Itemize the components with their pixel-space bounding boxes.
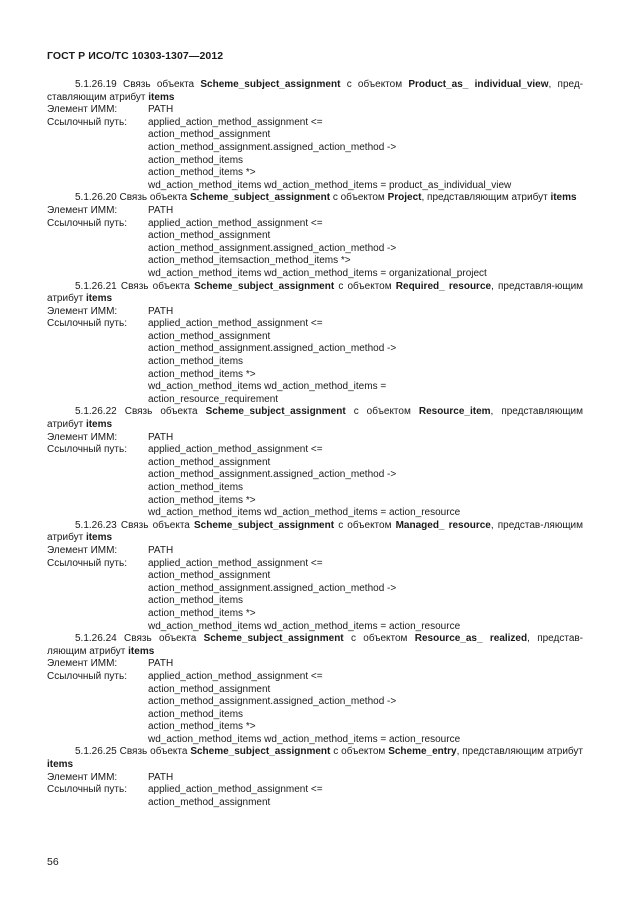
element-value: PATH (148, 204, 174, 216)
element-label: Элемент ИММ: (47, 658, 118, 670)
heading-text: , представляющим атрибут (456, 746, 583, 758)
element-label: Элемент ИММ: (47, 204, 118, 216)
path-line: wd_action_method_items wd_action_method_items = organizational_project (148, 267, 487, 279)
target-entity: Product_as_ individual_view (408, 79, 549, 90)
path-line: action_method_assignment.assigned_action_method -> (148, 696, 397, 708)
element-value: PATH (148, 544, 174, 556)
element-label: Элемент ИММ: (47, 104, 118, 116)
path-line: applied_action_method_assignment <= (148, 444, 323, 456)
path-row (47, 558, 583, 571)
path-line: applied_action_method_assignment <= (148, 116, 323, 128)
attribute-name: items (128, 645, 155, 657)
attribute-name: items (47, 759, 74, 771)
path-line: action_method_assignment (148, 230, 271, 242)
path-line: action_method_assignment (148, 129, 271, 141)
heading-text: с объектом (332, 192, 385, 204)
path-label: Ссылочный путь: (47, 116, 127, 128)
element-value: PATH (148, 104, 174, 116)
heading-text: с объектом (338, 280, 392, 292)
path-label: Ссылочный путь: (47, 444, 127, 456)
section-5-1-26-19 (47, 79, 583, 192)
path-row (47, 218, 583, 231)
section-number: 5.1.26.21 (75, 280, 117, 292)
path-line: action_method_assignment (148, 330, 271, 342)
element-row (47, 104, 583, 117)
path-line: action_method_assignment.assigned_action_method -> (148, 582, 397, 594)
path-line: action_method_items (148, 356, 244, 368)
section-5-1-26-22 (47, 406, 583, 519)
path-line: applied_action_method_assignment <= (148, 557, 323, 569)
subject-entity: Scheme_subject_assignment (205, 406, 346, 418)
element-row (47, 545, 583, 558)
path-line: action_method_items *> (148, 607, 256, 619)
element-value: PATH (148, 305, 174, 317)
path-label: Ссылочный путь: (47, 670, 127, 682)
attribute-name: items (85, 419, 113, 431)
path-line: applied_action_method_assignment <= (148, 318, 323, 330)
heading-text: , представля-ющим атрибут (47, 280, 584, 305)
path-line: action_method_items *> (148, 494, 256, 506)
element-label: Элемент ИММ: (47, 305, 118, 317)
section-heading (47, 192, 583, 205)
path-line: applied_action_method_assignment <= (148, 784, 323, 796)
section-5-1-26-24 (47, 633, 583, 746)
target-entity: Required_ resource (395, 280, 492, 292)
section-heading (47, 406, 583, 431)
heading-text: , представ-ляющим атрибут (47, 519, 584, 544)
path-label: Ссылочный путь: (47, 217, 127, 229)
path-line: action_method_items (148, 708, 244, 720)
path-line: action_method_itemsaction_method_items *> (148, 255, 351, 267)
path-line: action_method_assignment.assigned_action_method -> (148, 343, 397, 355)
element-row (47, 205, 583, 218)
path-line: wd_action_method_items wd_action_method_items = action_resource (148, 507, 461, 519)
heading-text: с объектом (346, 79, 403, 90)
subject-entity: Scheme_subject_assignment (189, 192, 331, 204)
path-line: action_method_assignment (148, 683, 271, 695)
heading-text: Связь объекта (124, 406, 198, 418)
element-value: PATH (148, 658, 174, 670)
section-5-1-26-20 (47, 192, 583, 280)
path-row (47, 784, 583, 797)
section-heading (47, 520, 583, 545)
section-number: 5.1.26.25 (75, 746, 117, 758)
path-line: action_method_items *> (148, 368, 256, 380)
path-line: action_method_assignment.assigned_action_method -> (148, 141, 397, 153)
path-line: action_method_assignment.assigned_action_method -> (148, 469, 397, 481)
target-entity: Resource_as_ realized (414, 633, 528, 645)
heading-text: Связь объекта (124, 633, 197, 645)
target-entity: Scheme_entry (388, 746, 457, 758)
path-line: action_method_assignment (148, 796, 271, 808)
section-heading (47, 746, 583, 771)
section-heading (47, 79, 583, 104)
heading-text: с объектом (353, 406, 411, 418)
heading-text: , представ-ляющим атрибут (47, 633, 584, 657)
heading-text: Связь объекта (119, 192, 188, 204)
section-5-1-26-21 (47, 281, 583, 407)
path-row (47, 318, 583, 331)
heading-text: Связь объекта (120, 280, 190, 292)
path-line: wd_action_method_items wd_action_method_items = action_resource (148, 733, 461, 745)
subject-entity: Scheme_subject_assignment (190, 746, 331, 758)
section-number: 5.1.26.22 (75, 406, 117, 418)
heading-text: с объектом (333, 746, 386, 758)
section-number: 5.1.26.19 (75, 79, 117, 90)
attribute-name: items (148, 91, 175, 103)
subject-entity: Scheme_subject_assignment (203, 633, 344, 645)
section-number: 5.1.26.20 (75, 192, 117, 204)
element-label: Элемент ИММ: (47, 431, 118, 443)
element-value: PATH (148, 431, 174, 443)
path-row (47, 117, 583, 130)
target-entity: Resource_item (418, 406, 491, 418)
path-line: action_method_items *> (148, 721, 256, 733)
path-label: Ссылочный путь: (47, 557, 127, 569)
target-entity: Managed_ resource (395, 519, 491, 531)
heading-text: Связь объекта (122, 79, 195, 90)
page-content (47, 79, 583, 809)
section-5-1-26-25 (47, 746, 583, 809)
path-line: wd_action_method_items wd_action_method_items = (148, 381, 387, 393)
subject-entity: Scheme_subject_assignment (194, 519, 335, 531)
section-heading (47, 281, 583, 306)
path-row (47, 671, 583, 684)
path-label: Ссылочный путь: (47, 784, 127, 796)
attribute-name: items (85, 532, 113, 544)
element-row (47, 772, 583, 785)
subject-entity: Scheme_subject_assignment (194, 280, 335, 292)
path-line: applied_action_method_assignment <= (148, 217, 323, 229)
path-line: wd_action_method_items wd_action_method_items = action_resource (148, 620, 461, 632)
element-value: PATH (148, 771, 174, 783)
heading-text: , пред-ставляющим атрибут (47, 79, 584, 103)
section-5-1-26-23 (47, 520, 583, 633)
element-row (47, 306, 583, 319)
heading-text: Связь объекта (120, 519, 190, 531)
heading-text: , представляющим атрибут (47, 406, 584, 431)
heading-text: с объектом (338, 519, 392, 531)
section-number: 5.1.26.23 (75, 519, 117, 531)
path-line: wd_action_method_items wd_action_method_items = product_as_individual_view (148, 179, 512, 191)
path-label: Ссылочный путь: (47, 318, 127, 330)
element-label: Элемент ИММ: (47, 771, 118, 783)
section-number: 5.1.26.24 (75, 633, 117, 645)
heading-text: с объектом (350, 633, 408, 645)
path-line: action_method_items *> (148, 167, 256, 179)
element-row (47, 658, 583, 671)
heading-text: , представляющим атрибут (421, 192, 548, 204)
element-row (47, 432, 583, 445)
page-header: ГОСТ Р ИСО/ТС 10303-1307—2012 (47, 50, 224, 62)
path-row (47, 444, 583, 457)
path-line: action_method_assignment (148, 456, 271, 468)
attribute-name: items (85, 293, 113, 305)
attribute-name: items (550, 192, 577, 204)
path-line: action_method_assignment.assigned_action_method -> (148, 242, 397, 254)
path-line: applied_action_method_assignment <= (148, 670, 323, 682)
path-line: action_method_items (148, 595, 244, 607)
path-line: action_method_items (148, 154, 244, 166)
path-line: action_method_items (148, 482, 244, 493)
heading-text: Связь объекта (119, 746, 188, 758)
section-heading (47, 633, 583, 658)
subject-entity: Scheme_subject_assignment (200, 79, 341, 90)
path-line: action_resource_requirement (148, 393, 279, 405)
page-number: 56 (47, 856, 59, 868)
path-line: action_method_assignment (148, 570, 271, 582)
element-label: Элемент ИММ: (47, 544, 118, 556)
target-entity: Project (387, 192, 422, 204)
